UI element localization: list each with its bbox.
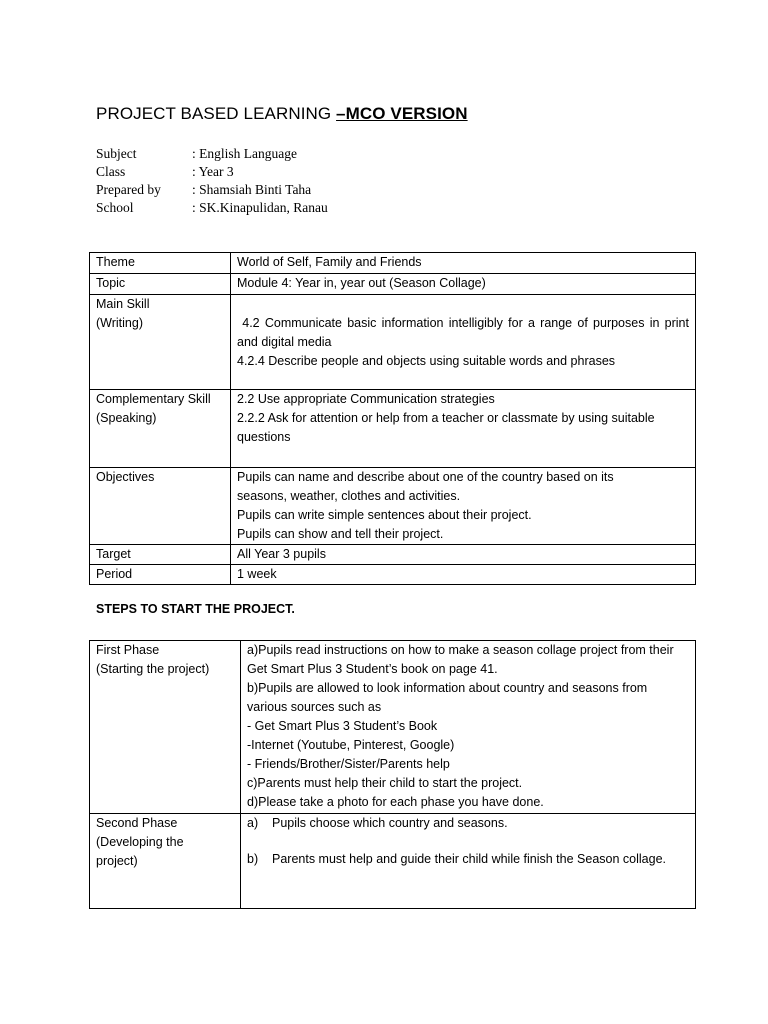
cell-label	[90, 390, 231, 468]
cell-value	[231, 295, 696, 390]
meta-row-subject	[96, 145, 328, 163]
list-marker: b)	[247, 852, 259, 866]
phase-step: a)Pupils read instructions on how to make a season collage project from their Get Smart Plus 3 Student’s book on page 41.	[247, 643, 674, 676]
label-line: (Developing the	[96, 835, 184, 849]
steps-heading: STEPS TO START THE PROJECT.	[96, 602, 295, 616]
list-marker: a)	[247, 816, 259, 830]
cell-value: All Year 3 pupils	[231, 545, 696, 565]
spacer	[237, 295, 689, 314]
list-text: Pupils choose which country and seasons.	[272, 816, 508, 830]
meta-row-school	[96, 199, 328, 217]
label-line: (Writing)	[96, 316, 143, 330]
cell-value	[241, 641, 696, 814]
objective-text: Pupils can write simple sentences about their project.	[237, 508, 532, 522]
label-line: Main Skill	[96, 297, 150, 311]
meta-value: : SK.Kinapulidan, Ranau	[192, 200, 328, 215]
lesson-info-table	[89, 252, 696, 585]
meta-row-prepared-by	[96, 181, 328, 199]
document-meta	[96, 145, 328, 217]
table-row-theme	[90, 253, 696, 274]
meta-label: Class	[96, 164, 126, 179]
table-row-complementary-skill	[90, 390, 696, 468]
label-line: (Speaking)	[96, 411, 157, 425]
table-row-first-phase	[90, 641, 696, 814]
table-row-main-skill	[90, 295, 696, 390]
table-row-objectives	[90, 468, 696, 545]
table-row-target	[90, 545, 696, 565]
label-line: (Starting the project)	[96, 662, 210, 676]
list-text: Parents must help and guide their child while finish the Season collage.	[272, 852, 666, 866]
cell-value: Module 4: Year in, year out (Season Collage)	[231, 274, 696, 295]
objective-text: Pupils can name and describe about one of the country based on its seasons, weather, clothes and activities.	[237, 470, 614, 503]
phase-step: d)Please take a photo for each phase you have done.	[247, 795, 544, 809]
skill-text: 2.2.2 Ask for attention or help from a teacher or classmate by using suitable questions	[237, 411, 655, 444]
meta-value: : Shamsiah Binti Taha	[192, 182, 312, 197]
skill-text: 2.2 Use appropriate Communication strategies	[237, 392, 495, 406]
label-line: First Phase	[96, 643, 160, 657]
phases-table	[89, 640, 696, 909]
cell-label	[90, 295, 231, 390]
table-row-second-phase	[90, 814, 696, 909]
list-item	[247, 848, 689, 870]
skill-text: 4.2 Communicate basic information intelligibly for a range of purposes in print and digital media	[237, 316, 693, 349]
objective-text: Pupils can show and tell their project.	[237, 527, 444, 541]
document-title	[96, 104, 468, 124]
source-item: - Friends/Brother/Sister/Parents help	[247, 757, 450, 771]
cell-value	[241, 814, 696, 909]
cell-label: Topic	[90, 274, 231, 295]
cell-value: World of Self, Family and Friends	[231, 253, 696, 274]
cell-value: 1 week	[231, 565, 696, 585]
cell-label	[90, 641, 241, 814]
table-row-topic	[90, 274, 696, 295]
cell-label: Objectives	[90, 468, 231, 545]
cell-value	[231, 468, 696, 545]
phase-step: c)Parents must help their child to start the project.	[247, 776, 523, 790]
list-item	[247, 814, 689, 833]
label-line: project)	[96, 854, 138, 868]
title-emphasis: –MCO VERSION	[336, 104, 468, 123]
title-text: PROJECT BASED LEARNING	[96, 104, 337, 123]
meta-value: : English Language	[192, 146, 297, 161]
label-line: Complementary Skill	[96, 392, 211, 406]
table-row-period	[90, 565, 696, 585]
source-item: -Internet (Youtube, Pinterest, Google)	[247, 738, 455, 752]
meta-label: School	[96, 200, 134, 215]
cell-label: Target	[90, 545, 231, 565]
meta-value: : Year 3	[192, 164, 234, 179]
phase-step: b)Pupils are allowed to look information about country and seasons from various sources such as	[247, 681, 648, 714]
cell-label: Theme	[90, 253, 231, 274]
meta-row-class	[96, 163, 328, 181]
meta-label: Prepared by	[96, 182, 161, 197]
skill-text: 4.2.4 Describe people and objects using suitable words and phrases	[237, 354, 616, 368]
cell-label	[90, 814, 241, 909]
cell-value	[231, 390, 696, 468]
meta-label: Subject	[96, 146, 137, 161]
label-line: Second Phase	[96, 816, 178, 830]
cell-label: Period	[90, 565, 231, 585]
source-item: - Get Smart Plus 3 Student’s Book	[247, 719, 438, 733]
